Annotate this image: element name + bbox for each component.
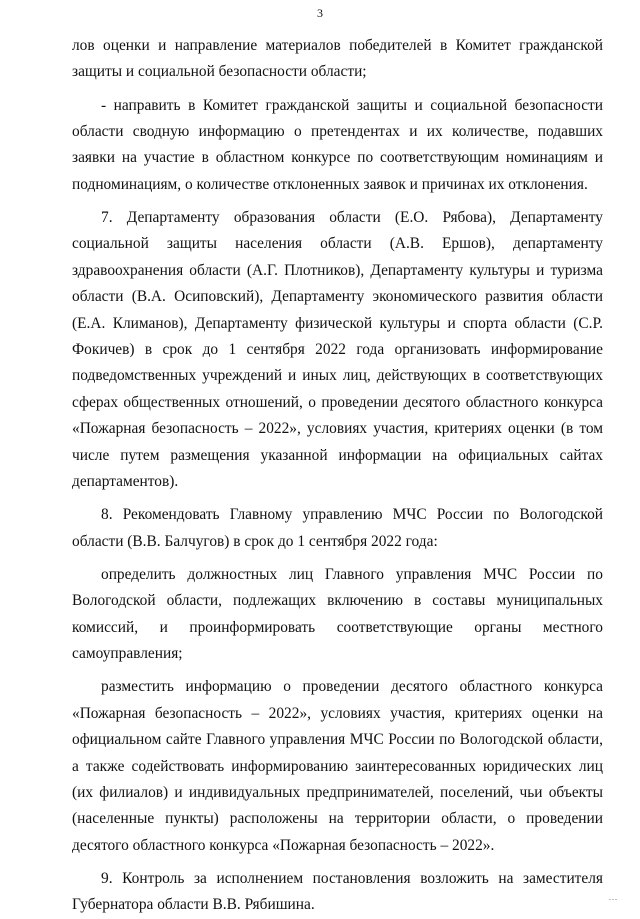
- paragraph-item-8: 8. Рекомендовать Главному управлению МЧС России по Вологодской области (В.В. Балчугов) в срок до 1 сентября 2022 года:: [72, 506, 603, 550]
- paragraph-item-8-define-officials: определить должностных лиц Главного управления МЧС России по Вологодской области, подлежащих включению в составы муниципальных комиссий, и проинформировать соответствующие органы местного самоуправления;: [72, 565, 603, 663]
- paragraph-item-9: 9. Контроль за исполнением постановления возложить на заместителя Губернатора области В.В. Рябишина.: [72, 869, 603, 914]
- paragraph-continuation: лов оценки и направление материалов победителей в Комитет гражданской защиты и социальной безопасности области;: [72, 37, 603, 81]
- page-number: 3: [317, 6, 323, 20]
- paragraph-item-7: 7. Департаменту образования области (Е.О. Рябова), Департаменту социальной защиты населения области (А.В. Ершов), департаменту здравоохранения области (А.Г. Плотников), Департаменту культуры и туризма области (В.А. Осиповский), Департаменту экономического развития области (Е.А. Климанов), Департаменту физической культуры и спорта области (С.Р. Фокичев) в срок до 1 сентября 2022 года организовать информирование подведомственных учреждений и иных лиц, действующих в соответствующих сферах общественных отношений, о проведении десятого областного конкурса «Пожарная безопасность – 2022», условиях участия, критериях оценки (в том числе путем размещения указанной информации на официальных сайтах департаментов).: [72, 209, 603, 491]
- page-corner-mark: ...: [609, 893, 618, 902]
- paragraph-item-8-publish-info: разместить информацию о проведении десятого областного конкурса «Пожарная безопасность – 2022», условиях участия, критериях оценки на официальном сайте Главного управления МЧС России по Вологодской области, а также содействовать информированию заинтересованных юридических лиц (их филиалов) и индивидуальных предпринимателей, поселений, чьи объекты (населенные пункты) расположены на территории области, о проведении десятого областного конкурса «Пожарная безопасность – 2022».: [72, 678, 603, 854]
- document-body: [72, 33, 603, 919]
- paragraph-send-summary: - направить в Комитет гражданской защиты и социальной безопасности области сводную информацию о претендентах и их количестве, подавших заявки на участие в областном конкурсе по соответствующим номинациям и подноминациям, о количестве отклоненных заявок и причинах их отклонения.: [72, 96, 603, 193]
